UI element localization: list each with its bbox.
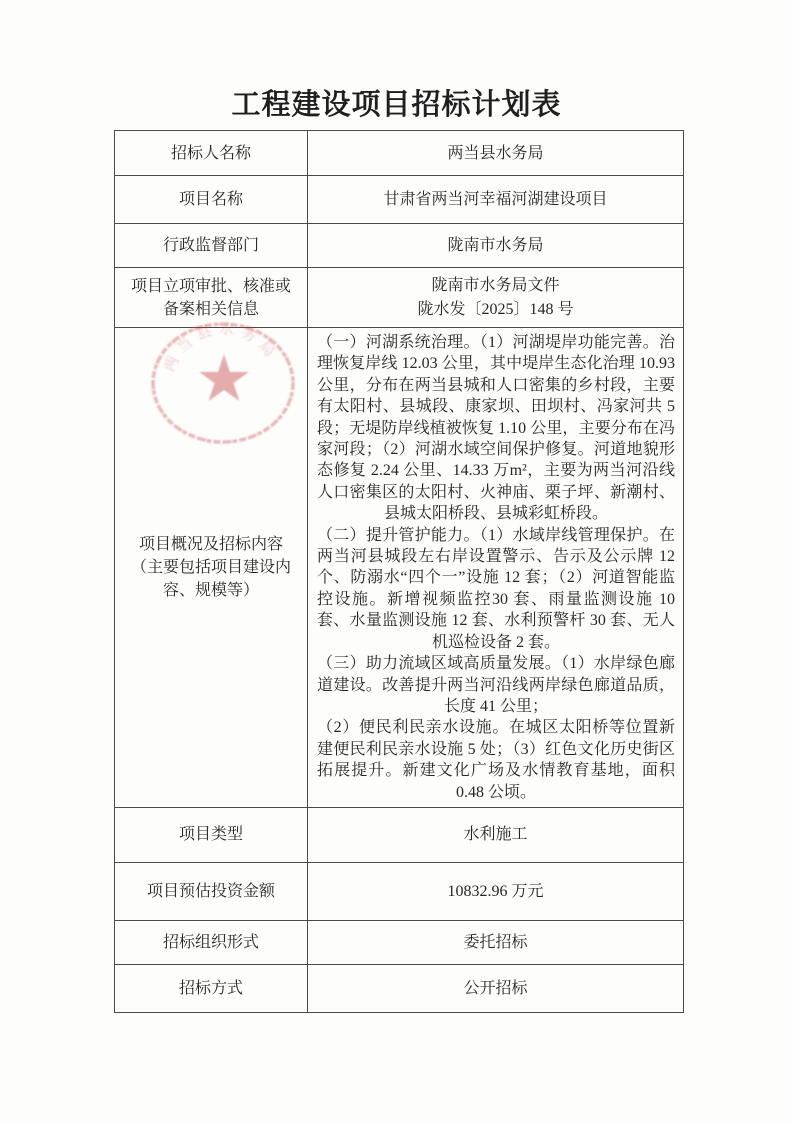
- approval-info-label: 项目立项审批、核准或备案相关信息: [115, 268, 308, 328]
- bidding-plan-table: [114, 130, 684, 1013]
- supervision-dept-value: 陇南市水务局: [308, 224, 684, 268]
- table-row-approval-info: [115, 268, 684, 328]
- table-row-bidder-name: [115, 131, 684, 176]
- page-title: 工程建设项目招标计划表: [231, 89, 562, 121]
- overview-paragraph-3: （三）助力流域区域高质量发展。（1）水岸绿色廊道建设。改善提升两当河沿线两岸绿色廊道品质，长度 41 公里；: [317, 655, 675, 715]
- table-row-project-name: [115, 176, 684, 224]
- project-type-label: 项目类型: [115, 807, 308, 862]
- bidding-method-label: 招标方式: [115, 964, 308, 1012]
- seal-organization-text: 两当县水务局: [161, 321, 281, 375]
- project-name-value: 甘肃省两当河幸福河湖建设项目: [308, 176, 684, 224]
- bidding-method-value: 公开招标: [308, 964, 684, 1012]
- approval-info-value: [308, 268, 684, 328]
- table-row-supervision-dept: [115, 224, 684, 268]
- supervision-dept-label: 行政监督部门: [115, 224, 308, 268]
- table-row-estimated-investment: [115, 862, 684, 920]
- project-overview-label: 项目概况及招标内容（主要包括项目建设内容、规模等）: [115, 328, 308, 808]
- overview-paragraph-4: （2）便民利民亲水设施。在城区太阳桥等位置新建便民利民亲水设施 5 处；（3）红色文化历史街区拓展提升。新建文化广场及水情教育基地，面积 0.48 公顷。: [317, 719, 675, 801]
- table-row-project-overview: [115, 328, 684, 808]
- bidder-name-label: 招标人名称: [115, 131, 308, 176]
- estimated-investment-label: 项目预估投资金额: [115, 862, 308, 920]
- estimated-investment-value: 10832.96 万元: [308, 862, 684, 920]
- organization-form-label: 招标组织形式: [115, 920, 308, 964]
- project-type-value: 水利施工: [308, 807, 684, 862]
- approval-doc-number: 陇水发〔2025〕148 号: [417, 300, 574, 318]
- project-overview-value: [308, 328, 684, 808]
- bidder-name-value: 两当县水务局: [308, 131, 684, 176]
- table-row-project-type: [115, 807, 684, 862]
- organization-form-value: 委托招标: [308, 920, 684, 964]
- project-name-label: 项目名称: [115, 176, 308, 224]
- overview-paragraph-2: （二）提升管护能力。（1）水域岸线管理保护。在两当河县城段左右岸设置警示、告示及公示牌 12 个、防溺水“四个一”设施 12 套；（2）河道智能监控设施。新增视频监控30 套、雨量监测设施 10 套、水量监测设施 12 套、水利预警杆 30 套、无人机巡检设备 2 套。: [317, 526, 675, 651]
- table-row-bidding-method: [115, 964, 684, 1012]
- overview-paragraph-1: （一）河湖系统治理。（1）河湖堤岸功能完善。治理恢复岸线 12.03 公里，其中堤岸生态化治理 10.93 公里，分布在两当县城和人口密集的乡村段，主要有太阳村、县城段、康家坝、田坝村、冯家河共 5 段；无堤防岸线植被恢复 1.10 公里，主要分布在冯家河段；（2）河湖水域空间保护修复。河道地貌形态修复 2.24 公里、14.33 万m²，主要为两当河沿线人口密集区的太阳村、火神庙、栗子坪、新潮村、县城太阳桥段、县城彩虹桥段。: [317, 334, 675, 523]
- table-row-organization-form: [115, 920, 684, 964]
- approval-doc-issuer: 陇南市水务局文件: [431, 276, 560, 294]
